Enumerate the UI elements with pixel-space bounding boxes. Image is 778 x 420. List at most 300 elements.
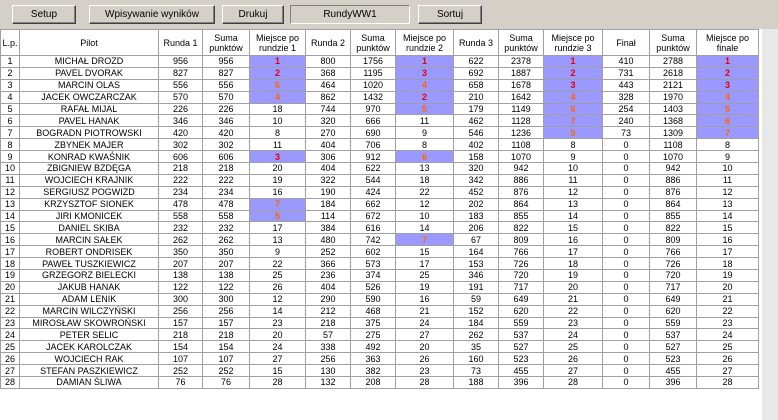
col-pilot-cell[interactable]: RAFAŁ MIJAL [20,103,159,115]
col-runda-2-cell[interactable]: 270 [306,127,351,139]
col-miejsce-final-cell[interactable]: 2 [697,67,759,79]
col-runda-3-cell[interactable]: 160 [454,353,499,365]
col-miejsce-1-cell[interactable]: 12 [250,293,306,305]
col-miejsce-1-cell[interactable]: 9 [250,246,306,258]
col-lp-cell[interactable]: 26 [1,353,20,365]
col-miejsce-final-cell[interactable]: 14 [697,210,759,222]
col-miejsce-1-cell[interactable]: 27 [250,353,306,365]
col-runda-3-cell[interactable]: 342 [454,174,499,186]
col-lp-cell[interactable]: 7 [1,127,20,139]
col-suma-3-cell[interactable]: 1108 [499,139,544,151]
col-lp-cell[interactable]: 16 [1,234,20,246]
col-suma-final-cell[interactable]: 942 [650,163,697,175]
col-runda-2-cell[interactable]: 132 [306,377,351,389]
col-runda-2-cell[interactable]: 800 [306,56,351,68]
col-suma-1-cell[interactable]: 107 [203,353,250,365]
col-suma-final-cell[interactable]: 720 [650,270,697,282]
col-final-cell[interactable]: 0 [603,341,650,353]
col-pilot-cell[interactable]: DAMIAN ŚLIWA [20,377,159,389]
col-miejsce-final-cell[interactable]: 16 [697,234,759,246]
table-row[interactable] [1,174,759,186]
col-runda-3-cell[interactable]: 179 [454,103,499,115]
col-final-cell[interactable]: 0 [603,210,650,222]
sort-button[interactable]: Sortuj [418,5,482,24]
col-miejsce-3-cell[interactable]: 11 [544,174,603,186]
col-suma-1-cell[interactable]: 226 [203,103,250,115]
col-suma-2-cell[interactable]: 742 [351,234,396,246]
col-miejsce-1-cell[interactable]: 7 [250,198,306,210]
col-miejsce-3-cell[interactable]: 4 [544,91,603,103]
table-row[interactable] [1,67,759,79]
col-suma-2-cell[interactable]: 573 [351,258,396,270]
col-lp-cell[interactable]: 10 [1,163,20,175]
col-suma-1-cell[interactable]: 154 [203,341,250,353]
col-pilot-cell[interactable]: MICHAŁ DROZD [20,56,159,68]
col-miejsce-final-cell[interactable]: 17 [697,246,759,258]
col-pilot-cell[interactable]: KONRAD KWAŚNIK [20,151,159,163]
table-row[interactable] [1,210,759,222]
col-miejsce-final-cell[interactable]: 27 [697,365,759,377]
col-lp-cell[interactable]: 19 [1,270,20,282]
col-suma-1-cell[interactable]: 558 [203,210,250,222]
col-miejsce-final-cell[interactable]: 19 [697,270,759,282]
col-final-cell[interactable]: 0 [603,222,650,234]
table-row[interactable] [1,91,759,103]
col-suma-2-cell[interactable]: 690 [351,127,396,139]
col-pilot-cell[interactable]: PETER SELIC [20,329,159,341]
col-runda-3-cell[interactable]: 462 [454,115,499,127]
table-row[interactable] [1,222,759,234]
col-miejsce-3-cell[interactable]: 23 [544,317,603,329]
col-final-cell[interactable]: 0 [603,258,650,270]
rounds-ww1-button[interactable]: RundyWW1 [290,5,410,24]
col-runda-3-cell[interactable]: 67 [454,234,499,246]
col-miejsce-3-cell[interactable]: 20 [544,281,603,293]
col-suma-1-cell[interactable]: 157 [203,317,250,329]
col-final-cell[interactable]: 443 [603,79,650,91]
col-runda-2-cell[interactable]: 384 [306,222,351,234]
col-final-cell[interactable]: 0 [603,281,650,293]
col-miejsce-1-cell[interactable]: 3 [250,151,306,163]
col-final-cell[interactable]: 0 [603,365,650,377]
col-suma-final-cell[interactable]: 886 [650,174,697,186]
col-suma-final-cell[interactable]: 855 [650,210,697,222]
col-miejsce-2-cell[interactable]: 12 [396,198,454,210]
col-lp-cell[interactable]: 5 [1,103,20,115]
col-runda-1-cell[interactable]: 76 [159,377,203,389]
col-miejsce-2-cell[interactable]: 24 [396,317,454,329]
col-miejsce-final-cell[interactable]: 6 [697,115,759,127]
col-pilot-cell[interactable]: ADAM LENIK [20,293,159,305]
col-pilot-cell[interactable]: MARCIN WILCZYŃSKI [20,305,159,317]
col-final-cell[interactable]: 0 [603,198,650,210]
col-miejsce-final-cell[interactable]: 21 [697,293,759,305]
col-miejsce-final-cell[interactable]: 8 [697,139,759,151]
col-miejsce-3-cell[interactable]: 21 [544,293,603,305]
vertical-scrollbar[interactable] [762,29,778,420]
col-runda-2-cell[interactable]: 218 [306,317,351,329]
col-suma-1-cell[interactable]: 606 [203,151,250,163]
col-runda-3-cell[interactable]: 452 [454,186,499,198]
col-lp-cell[interactable]: 18 [1,258,20,270]
col-miejsce-1-cell[interactable]: 22 [250,258,306,270]
col-miejsce-3-cell[interactable]: 7 [544,115,603,127]
col-lp-cell[interactable]: 24 [1,329,20,341]
col-miejsce-1-cell[interactable]: 24 [250,341,306,353]
col-final-cell[interactable]: 0 [603,353,650,365]
col-runda-3-cell[interactable]: 152 [454,305,499,317]
col-miejsce-2-cell[interactable]: 26 [396,353,454,365]
col-suma-3-cell[interactable]: 1149 [499,103,544,115]
col-miejsce-1-cell[interactable]: 16 [250,186,306,198]
col-suma-1-cell[interactable]: 207 [203,258,250,270]
col-runda-1-cell[interactable]: 122 [159,281,203,293]
col-suma-3-cell[interactable]: 1887 [499,67,544,79]
table-row[interactable] [1,258,759,270]
col-runda-2-cell[interactable]: 322 [306,174,351,186]
col-miejsce-2-cell[interactable]: 6 [396,151,454,163]
col-pilot-cell[interactable]: JIRI KMONICEK [20,210,159,222]
col-suma-1-cell[interactable]: 138 [203,270,250,282]
col-miejsce-3-cell[interactable]: 3 [544,79,603,91]
col-miejsce-1-cell[interactable]: 20 [250,163,306,175]
col-runda-2-cell[interactable]: 862 [306,91,351,103]
col-suma-2-cell[interactable]: 468 [351,305,396,317]
col-miejsce-final-cell[interactable]: 3 [697,79,759,91]
col-miejsce-2-cell[interactable]: 4 [396,79,454,91]
col-miejsce-2-cell[interactable]: 25 [396,270,454,282]
col-suma-1-cell[interactable]: 478 [203,198,250,210]
col-lp-cell[interactable]: 13 [1,198,20,210]
col-suma-final-cell[interactable]: 523 [650,353,697,365]
col-miejsce-3-cell[interactable]: 13 [544,198,603,210]
col-suma-1-cell[interactable]: 218 [203,163,250,175]
col-miejsce-3-cell[interactable]: 16 [544,234,603,246]
col-suma-2-cell[interactable]: 912 [351,151,396,163]
col-miejsce-final-cell[interactable]: 10 [697,163,759,175]
col-suma-final-cell[interactable]: 2618 [650,67,697,79]
col-suma-3-cell[interactable]: 809 [499,234,544,246]
col-runda-3-cell[interactable]: 546 [454,127,499,139]
col-runda-1-cell[interactable]: 226 [159,103,203,115]
col-suma-3-cell[interactable]: 396 [499,377,544,389]
col-runda-1-cell[interactable]: 478 [159,198,203,210]
col-suma-final-cell[interactable]: 1070 [650,151,697,163]
col-miejsce-3-cell[interactable]: 15 [544,222,603,234]
col-suma-2-cell[interactable]: 706 [351,139,396,151]
col-miejsce-2-cell[interactable]: 10 [396,210,454,222]
col-runda-1-cell[interactable]: 222 [159,174,203,186]
col-miejsce-2-cell[interactable]: 23 [396,365,454,377]
col-pilot-cell[interactable]: GRZEGORZ BIELECKI [20,270,159,282]
col-lp-cell[interactable]: 1 [1,56,20,68]
col-miejsce-3-cell[interactable]: 28 [544,377,603,389]
col-suma-1-cell[interactable]: 556 [203,79,250,91]
col-suma-final-cell[interactable]: 649 [650,293,697,305]
col-lp-cell[interactable]: 2 [1,67,20,79]
col-miejsce-3-cell[interactable]: 14 [544,210,603,222]
col-miejsce-2-cell[interactable]: 22 [396,186,454,198]
table-row[interactable] [1,329,759,341]
col-suma-2-cell[interactable]: 424 [351,186,396,198]
col-suma-2-cell[interactable]: 666 [351,115,396,127]
col-suma-2-cell[interactable]: 616 [351,222,396,234]
col-suma-final-cell[interactable]: 726 [650,258,697,270]
col-pilot-cell[interactable]: ZBYNEK MAJER [20,139,159,151]
col-suma-2-cell[interactable]: 374 [351,270,396,282]
col-runda-1-cell[interactable]: 157 [159,317,203,329]
table-row[interactable] [1,115,759,127]
col-lp-cell[interactable]: 27 [1,365,20,377]
col-pilot-cell[interactable]: KRZYSZTOF SIONEK [20,198,159,210]
col-runda-3-cell[interactable]: 262 [454,329,499,341]
col-miejsce-1-cell[interactable]: 13 [250,234,306,246]
col-miejsce-2-cell[interactable]: 11 [396,115,454,127]
col-runda-3-cell[interactable]: 164 [454,246,499,258]
col-suma-2-cell[interactable]: 672 [351,210,396,222]
col-suma-2-cell[interactable]: 492 [351,341,396,353]
print-button[interactable]: Drukuj [222,5,284,24]
table-row[interactable] [1,365,759,377]
col-miejsce-3-cell[interactable]: 10 [544,163,603,175]
col-miejsce-1-cell[interactable]: 14 [250,305,306,317]
col-miejsce-1-cell[interactable]: 6 [250,79,306,91]
col-miejsce-3-cell[interactable]: 25 [544,341,603,353]
col-miejsce-final-cell[interactable]: 11 [697,174,759,186]
col-suma-final-cell[interactable]: 1368 [650,115,697,127]
col-final-cell[interactable]: 0 [603,163,650,175]
col-runda-3-cell[interactable]: 622 [454,56,499,68]
col-suma-final-cell[interactable]: 620 [650,305,697,317]
col-pilot-cell[interactable]: WOJCIECH KRAJNIK [20,174,159,186]
col-final-cell[interactable]: 0 [603,174,650,186]
col-runda-3-cell[interactable]: 158 [454,151,499,163]
col-suma-2-cell[interactable]: 1756 [351,56,396,68]
col-pilot-cell[interactable]: MIROSŁAW SKOWROŃSKI [20,317,159,329]
col-runda-1-cell[interactable]: 232 [159,222,203,234]
col-suma-3-cell[interactable]: 527 [499,341,544,353]
col-lp-cell[interactable]: 4 [1,91,20,103]
col-runda-2-cell[interactable]: 368 [306,67,351,79]
col-miejsce-1-cell[interactable]: 4 [250,91,306,103]
table-row[interactable] [1,79,759,91]
col-miejsce-2-cell[interactable]: 5 [396,103,454,115]
col-runda-1-cell[interactable]: 302 [159,139,203,151]
col-suma-1-cell[interactable]: 302 [203,139,250,151]
col-final-cell[interactable]: 73 [603,127,650,139]
col-suma-2-cell[interactable]: 622 [351,163,396,175]
col-suma-3-cell[interactable]: 876 [499,186,544,198]
col-lp-cell[interactable]: 14 [1,210,20,222]
col-runda-2-cell[interactable]: 404 [306,139,351,151]
col-suma-2-cell[interactable]: 526 [351,281,396,293]
col-suma-final-cell[interactable]: 822 [650,222,697,234]
col-runda-1-cell[interactable]: 256 [159,305,203,317]
col-suma-final-cell[interactable]: 809 [650,234,697,246]
table-row[interactable] [1,341,759,353]
col-miejsce-2-cell[interactable]: 8 [396,139,454,151]
col-miejsce-2-cell[interactable]: 19 [396,281,454,293]
col-lp-cell[interactable]: 28 [1,377,20,389]
col-final-cell[interactable]: 731 [603,67,650,79]
col-suma-3-cell[interactable]: 559 [499,317,544,329]
col-miejsce-final-cell[interactable]: 12 [697,186,759,198]
table-row[interactable] [1,139,759,151]
col-runda-3-cell[interactable]: 184 [454,317,499,329]
col-pilot-cell[interactable]: BOGRADN PIOTROWSKI [20,127,159,139]
col-suma-1-cell[interactable]: 222 [203,174,250,186]
col-miejsce-1-cell[interactable]: 20 [250,329,306,341]
col-suma-1-cell[interactable]: 827 [203,67,250,79]
col-runda-3-cell[interactable]: 402 [454,139,499,151]
col-suma-1-cell[interactable]: 232 [203,222,250,234]
col-miejsce-1-cell[interactable]: 28 [250,377,306,389]
col-pilot-cell[interactable]: JACEK KAROLCZAK [20,341,159,353]
col-runda-1-cell[interactable]: 218 [159,329,203,341]
col-miejsce-2-cell[interactable]: 9 [396,127,454,139]
col-runda-3-cell[interactable]: 202 [454,198,499,210]
col-runda-3-cell[interactable]: 73 [454,365,499,377]
col-suma-1-cell[interactable]: 256 [203,305,250,317]
col-suma-1-cell[interactable]: 262 [203,234,250,246]
col-suma-final-cell[interactable]: 455 [650,365,697,377]
col-miejsce-3-cell[interactable]: 1 [544,56,603,68]
col-runda-1-cell[interactable]: 218 [159,163,203,175]
col-suma-2-cell[interactable]: 602 [351,246,396,258]
col-suma-1-cell[interactable]: 420 [203,127,250,139]
table-row[interactable] [1,281,759,293]
col-miejsce-1-cell[interactable]: 17 [250,222,306,234]
col-pilot-cell[interactable]: PAWEŁ TUSZKIEWICZ [20,258,159,270]
col-suma-1-cell[interactable]: 956 [203,56,250,68]
col-miejsce-1-cell[interactable]: 19 [250,174,306,186]
table-row[interactable] [1,353,759,365]
col-miejsce-2-cell[interactable]: 20 [396,341,454,353]
table-row[interactable] [1,56,759,68]
col-suma-final-cell[interactable]: 1108 [650,139,697,151]
table-row[interactable] [1,317,759,329]
col-pilot-cell[interactable]: JACEK OWCZARCZAK [20,91,159,103]
col-miejsce-final-cell[interactable]: 26 [697,353,759,365]
col-suma-final-cell[interactable]: 1403 [650,103,697,115]
col-runda-1-cell[interactable]: 827 [159,67,203,79]
col-suma-3-cell[interactable]: 620 [499,305,544,317]
col-lp-cell[interactable]: 22 [1,305,20,317]
col-miejsce-final-cell[interactable]: 13 [697,198,759,210]
col-runda-1-cell[interactable]: 138 [159,270,203,282]
col-miejsce-3-cell[interactable]: 6 [544,103,603,115]
col-suma-3-cell[interactable]: 523 [499,353,544,365]
col-suma-final-cell[interactable]: 717 [650,281,697,293]
col-suma-3-cell[interactable]: 822 [499,222,544,234]
col-miejsce-2-cell[interactable]: 21 [396,305,454,317]
col-runda-2-cell[interactable]: 320 [306,115,351,127]
col-suma-3-cell[interactable]: 649 [499,293,544,305]
col-miejsce-1-cell[interactable]: 8 [250,127,306,139]
col-runda-2-cell[interactable]: 404 [306,281,351,293]
table-row[interactable] [1,127,759,139]
col-pilot-cell[interactable]: WOJCIECH RAK [20,353,159,365]
col-miejsce-1-cell[interactable]: 10 [250,115,306,127]
col-runda-3-cell[interactable]: 320 [454,163,499,175]
col-miejsce-2-cell[interactable]: 7 [396,234,454,246]
col-runda-1-cell[interactable]: 420 [159,127,203,139]
table-row[interactable] [1,198,759,210]
col-suma-final-cell[interactable]: 2121 [650,79,697,91]
col-runda-3-cell[interactable]: 206 [454,222,499,234]
col-final-cell[interactable]: 0 [603,234,650,246]
col-runda-1-cell[interactable]: 154 [159,341,203,353]
col-miejsce-1-cell[interactable]: 1 [250,56,306,68]
col-suma-final-cell[interactable]: 766 [650,246,697,258]
table-row[interactable] [1,186,759,198]
col-suma-3-cell[interactable]: 1070 [499,151,544,163]
col-suma-3-cell[interactable]: 886 [499,174,544,186]
col-lp-cell[interactable]: 21 [1,293,20,305]
col-final-cell[interactable]: 0 [603,151,650,163]
col-suma-3-cell[interactable]: 726 [499,258,544,270]
col-miejsce-1-cell[interactable]: 23 [250,317,306,329]
col-runda-1-cell[interactable]: 207 [159,258,203,270]
col-runda-2-cell[interactable]: 366 [306,258,351,270]
col-miejsce-1-cell[interactable]: 26 [250,281,306,293]
col-miejsce-3-cell[interactable]: 17 [544,246,603,258]
col-runda-2-cell[interactable]: 290 [306,293,351,305]
col-miejsce-final-cell[interactable]: 18 [697,258,759,270]
col-runda-2-cell[interactable]: 184 [306,198,351,210]
col-miejsce-final-cell[interactable]: 24 [697,329,759,341]
col-miejsce-3-cell[interactable]: 9 [544,151,603,163]
col-runda-2-cell[interactable]: 404 [306,163,351,175]
col-runda-1-cell[interactable]: 570 [159,91,203,103]
col-final-cell[interactable]: 240 [603,115,650,127]
col-final-cell[interactable]: 0 [603,246,650,258]
col-suma-1-cell[interactable]: 234 [203,186,250,198]
table-row[interactable] [1,103,759,115]
col-suma-2-cell[interactable]: 1432 [351,91,396,103]
col-miejsce-final-cell[interactable]: 1 [697,56,759,68]
col-miejsce-2-cell[interactable]: 15 [396,246,454,258]
col-suma-2-cell[interactable]: 382 [351,365,396,377]
col-suma-1-cell[interactable]: 122 [203,281,250,293]
col-runda-3-cell[interactable]: 346 [454,270,499,282]
table-row[interactable] [1,246,759,258]
col-miejsce-final-cell[interactable]: 20 [697,281,759,293]
col-suma-3-cell[interactable]: 720 [499,270,544,282]
col-runda-1-cell[interactable]: 346 [159,115,203,127]
col-runda-1-cell[interactable]: 262 [159,234,203,246]
col-runda-1-cell[interactable]: 300 [159,293,203,305]
col-miejsce-1-cell[interactable]: 2 [250,67,306,79]
col-runda-2-cell[interactable]: 256 [306,353,351,365]
col-suma-final-cell[interactable]: 396 [650,377,697,389]
col-suma-1-cell[interactable]: 346 [203,115,250,127]
col-miejsce-2-cell[interactable]: 17 [396,258,454,270]
col-pilot-cell[interactable]: DANIEL SKIBA [20,222,159,234]
col-runda-3-cell[interactable]: 153 [454,258,499,270]
col-lp-cell[interactable]: 6 [1,115,20,127]
col-runda-2-cell[interactable]: 57 [306,329,351,341]
col-miejsce-3-cell[interactable]: 18 [544,258,603,270]
col-miejsce-2-cell[interactable]: 13 [396,163,454,175]
col-suma-final-cell[interactable]: 864 [650,198,697,210]
col-runda-2-cell[interactable]: 236 [306,270,351,282]
col-miejsce-2-cell[interactable]: 2 [396,91,454,103]
col-miejsce-final-cell[interactable]: 15 [697,222,759,234]
col-suma-2-cell[interactable]: 590 [351,293,396,305]
col-runda-3-cell[interactable]: 658 [454,79,499,91]
col-miejsce-2-cell[interactable]: 3 [396,67,454,79]
